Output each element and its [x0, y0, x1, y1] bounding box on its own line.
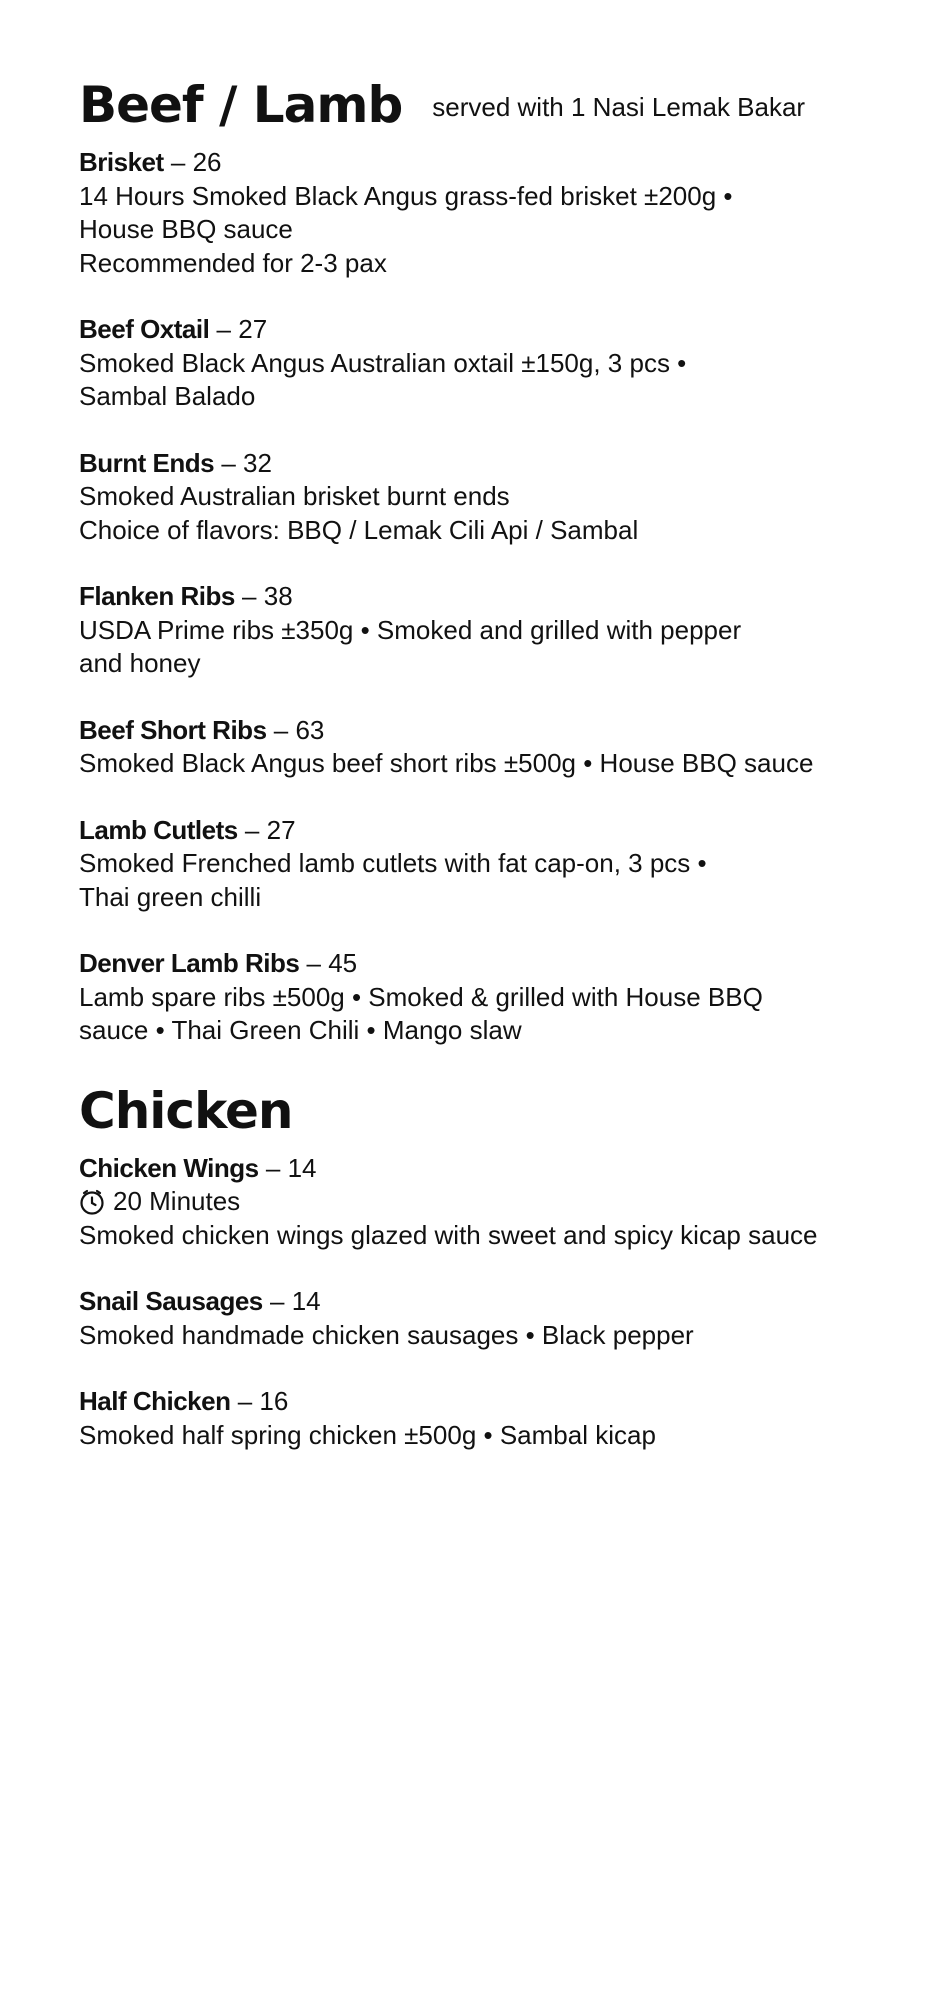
item-price: 14	[291, 1286, 321, 1316]
item-description-line: Sambal Balado	[79, 381, 256, 411]
item-price: 45	[328, 948, 358, 978]
item-heading	[79, 947, 912, 981]
item-description-line: Lamb spare ribs ±500g • Smoked & grilled with House BBQ	[79, 981, 763, 1012]
item-price: 16	[259, 1386, 289, 1416]
item-price: 26	[192, 147, 222, 177]
price-separator: –	[163, 147, 193, 177]
section-beef-lamb	[79, 76, 912, 1048]
item-price: 14	[287, 1152, 317, 1183]
prep-time-label: 20 Minutes	[113, 1186, 241, 1216]
menu-item-half-chicken	[79, 1385, 912, 1452]
item-description-line: Smoked Black Angus Australian oxtail ±150g, 3 pcs •	[79, 347, 687, 378]
item-description-line: Smoked Australian brisket burnt ends	[79, 481, 510, 511]
price-separator: –	[214, 447, 244, 478]
section-title: Beef / Lamb	[79, 76, 403, 134]
section-chicken	[79, 1082, 912, 1453]
section-header	[79, 1082, 912, 1140]
item-price: 63	[295, 714, 325, 745]
item-description-line: Choice of flavors: BBQ / Lemak Cili Api / Sambal	[79, 514, 639, 545]
item-price: 32	[243, 447, 272, 478]
menu-item-beef-oxtail	[79, 313, 912, 414]
item-name: Lamb Cutlets	[79, 814, 238, 845]
section-note: served with 1 Nasi Lemak Bakar	[432, 92, 806, 122]
price-separator: –	[299, 948, 329, 978]
item-price: 38	[263, 581, 293, 611]
item-heading	[79, 814, 912, 848]
price-separator: –	[209, 314, 239, 344]
price-separator: –	[237, 814, 267, 845]
item-description-line: House BBQ sauce	[79, 214, 293, 244]
price-separator: –	[262, 1286, 292, 1316]
item-name: Burnt Ends	[79, 447, 215, 478]
item-price: 27	[238, 314, 268, 344]
item-heading	[79, 580, 912, 614]
menu-item-chicken-wings	[79, 1152, 912, 1253]
item-name: Chicken Wings	[79, 1152, 259, 1183]
item-description-line: 14 Hours Smoked Black Angus grass-fed brisket ±200g •	[79, 180, 733, 211]
menu-item-beef-short-ribs	[79, 714, 912, 781]
item-heading	[79, 1385, 912, 1419]
menu-item-flanken-ribs	[79, 580, 912, 681]
item-prep-time	[79, 1185, 912, 1219]
item-heading	[79, 146, 912, 180]
menu-item-denver-lamb-ribs	[79, 947, 912, 1048]
clock-icon	[79, 1189, 105, 1215]
section-title: Chicken	[79, 1081, 293, 1140]
price-separator: –	[266, 714, 296, 745]
item-name: Denver Lamb Ribs	[79, 948, 300, 978]
item-description-line: Smoked Frenched lamb cutlets with fat cap-on, 3 pcs •	[79, 848, 707, 878]
item-description-line: and honey	[79, 648, 201, 678]
price-separator: –	[234, 581, 264, 611]
item-name: Beef Oxtail	[79, 314, 210, 344]
item-heading	[79, 447, 912, 481]
item-description-line: Smoked chicken wings glazed with sweet and spicy kicap sauce	[79, 1219, 818, 1250]
section-header	[79, 76, 912, 134]
item-heading	[79, 1285, 912, 1319]
price-separator: –	[230, 1386, 260, 1416]
item-heading	[79, 1152, 912, 1186]
item-description-line: Smoked half spring chicken ±500g • Sambal kicap	[79, 1419, 656, 1450]
item-description-line: Recommended for 2-3 pax	[79, 247, 387, 278]
item-name: Snail Sausages	[79, 1286, 263, 1316]
price-separator: –	[258, 1152, 288, 1183]
item-price: 27	[266, 814, 296, 845]
menu-item-brisket	[79, 146, 912, 280]
item-name: Flanken Ribs	[79, 581, 235, 611]
item-name: Half Chicken	[79, 1386, 231, 1416]
menu-item-burnt-ends	[79, 447, 912, 548]
item-heading	[79, 313, 912, 347]
item-heading	[79, 714, 912, 748]
item-name: Brisket	[79, 147, 164, 177]
item-description-line: Smoked Black Angus beef short ribs ±500g • House BBQ sauce	[79, 748, 814, 778]
item-description-line: USDA Prime ribs ±350g • Smoked and grilled with pepper	[79, 614, 742, 645]
menu-item-snail-sausages	[79, 1285, 912, 1352]
item-name: Beef Short Ribs	[79, 714, 267, 745]
item-description-line: sauce • Thai Green Chili • Mango slaw	[79, 1015, 522, 1045]
menu-item-lamb-cutlets	[79, 814, 912, 915]
item-description-line: Thai green chilli	[79, 881, 262, 912]
item-description-line: Smoked handmade chicken sausages • Black pepper	[79, 1319, 694, 1350]
